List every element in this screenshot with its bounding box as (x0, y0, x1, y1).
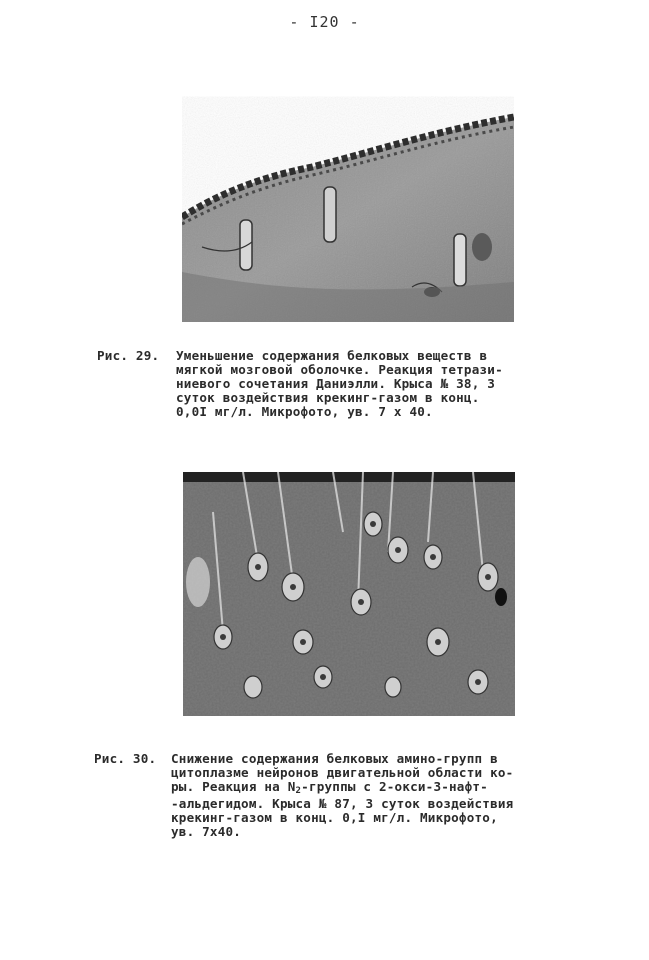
caption-line: -альдегидом. Крыса № 87, 3 суток воздействия (171, 796, 514, 811)
caption-line: Уменьшение содержания белковых веществ в (176, 348, 488, 363)
figure-label: Рис. 30. (94, 751, 157, 766)
formula-symbol: N (287, 779, 296, 794)
caption-line: 0,0I мг/л. Микрофото, ув. 7 х 40. (176, 404, 433, 419)
page-number: - I20 - (289, 13, 360, 31)
caption-line: Снижение содержания белковых амино-групп в (171, 751, 498, 766)
caption-line: ув. 7х40. (171, 824, 242, 839)
micrograph-meninges-icon (182, 72, 514, 322)
caption-line: цитоплазме нейронов двигательной области ко- (171, 765, 514, 780)
caption-line: суток воздействия крекинг-газом в конц. (176, 390, 480, 405)
caption-line: ниевого сочетания Даниэлли. Крыса № 38, 3 (176, 376, 496, 391)
caption-text: -группы с 2-окси-3-нафт- (301, 779, 488, 794)
micrograph-neurons-icon (183, 472, 515, 716)
micrograph-meninges-photo (182, 72, 514, 322)
caption-line: мягкой мозговой оболочке. Реакция тетрази- (176, 362, 503, 377)
caption-text: ры. Реакция на (171, 779, 288, 794)
figure-label: Рис. 29. (97, 348, 160, 363)
formula-subscript: 2 (295, 786, 302, 796)
caption-line: крекинг-газом в конц. 0,I мг/л. Микрофото, (171, 810, 498, 825)
micrograph-neurons-photo (183, 472, 515, 716)
